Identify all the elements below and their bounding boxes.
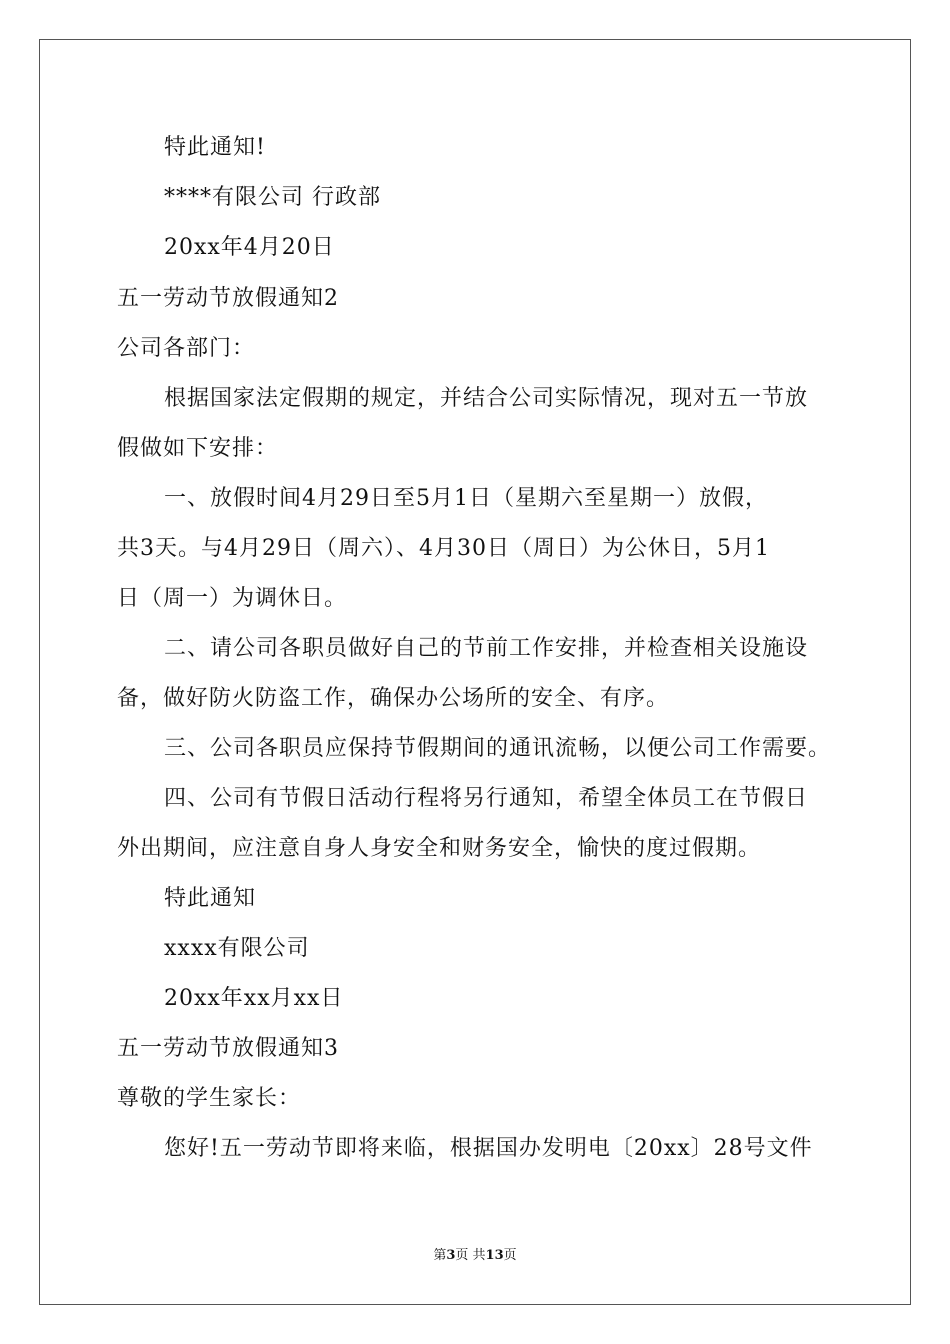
paragraph-line: 根据国家法定假期的规定，并结合公司实际情况，现对五一节放 [164,386,809,411]
closing-line: 特此通知! [164,135,266,160]
paragraph-line: 备，做好防火防盗工作，确保办公场所的安全、有序。 [117,686,670,711]
paragraph-line: 日（周一）为调休日。 [117,586,348,611]
signature-company: xxxx有限公司 [164,936,310,961]
paragraph-line: 二、请公司各职员做好自己的节前工作安排，并检查相关设施设 [164,636,809,661]
page-footer [0,1247,950,1265]
page-border [39,39,911,1305]
section-title: 五一劳动节放假通知2 [117,286,339,311]
total-pages-number: 13 [485,1248,504,1263]
salutation: 尊敬的学生家长： [117,1086,302,1111]
current-page-number: 3 [446,1248,456,1263]
paragraph-line: 假做如下安排： [117,436,279,461]
signature-company: ****有限公司 行政部 [164,185,381,210]
footer-prefix: 第 [433,1248,447,1263]
paragraph-line: 一、放假时间4月29日至5月1日（星期六至星期一）放假， [164,486,768,511]
footer-mid: 页 共 [455,1248,486,1263]
signature-date: 20xx年4月20日 [164,235,335,260]
paragraph-line: 四、公司有节假日活动行程将另行通知，希望全体员工在节假日 [164,786,809,811]
paragraph-line: 共3天。与4月29日（周六）、4月30日（周日）为公休日，5月1 [117,536,770,561]
section-title: 五一劳动节放假通知3 [117,1036,339,1061]
paragraph-line: 您好!五一劳动节即将来临，根据国办发明电〔20xx〕28号文件 [164,1136,813,1161]
closing-line: 特此通知 [164,886,257,911]
signature-date: 20xx年xx月xx日 [164,986,344,1011]
paragraph-line: 外出期间，应注意自身人身安全和财务安全，愉快的度过假期。 [117,836,762,861]
salutation: 公司各部门： [117,336,256,361]
paragraph-line: 三、公司各职员应保持节假期间的通讯流畅，以便公司工作需要。 [164,736,832,761]
footer-suffix: 页 [503,1248,517,1263]
